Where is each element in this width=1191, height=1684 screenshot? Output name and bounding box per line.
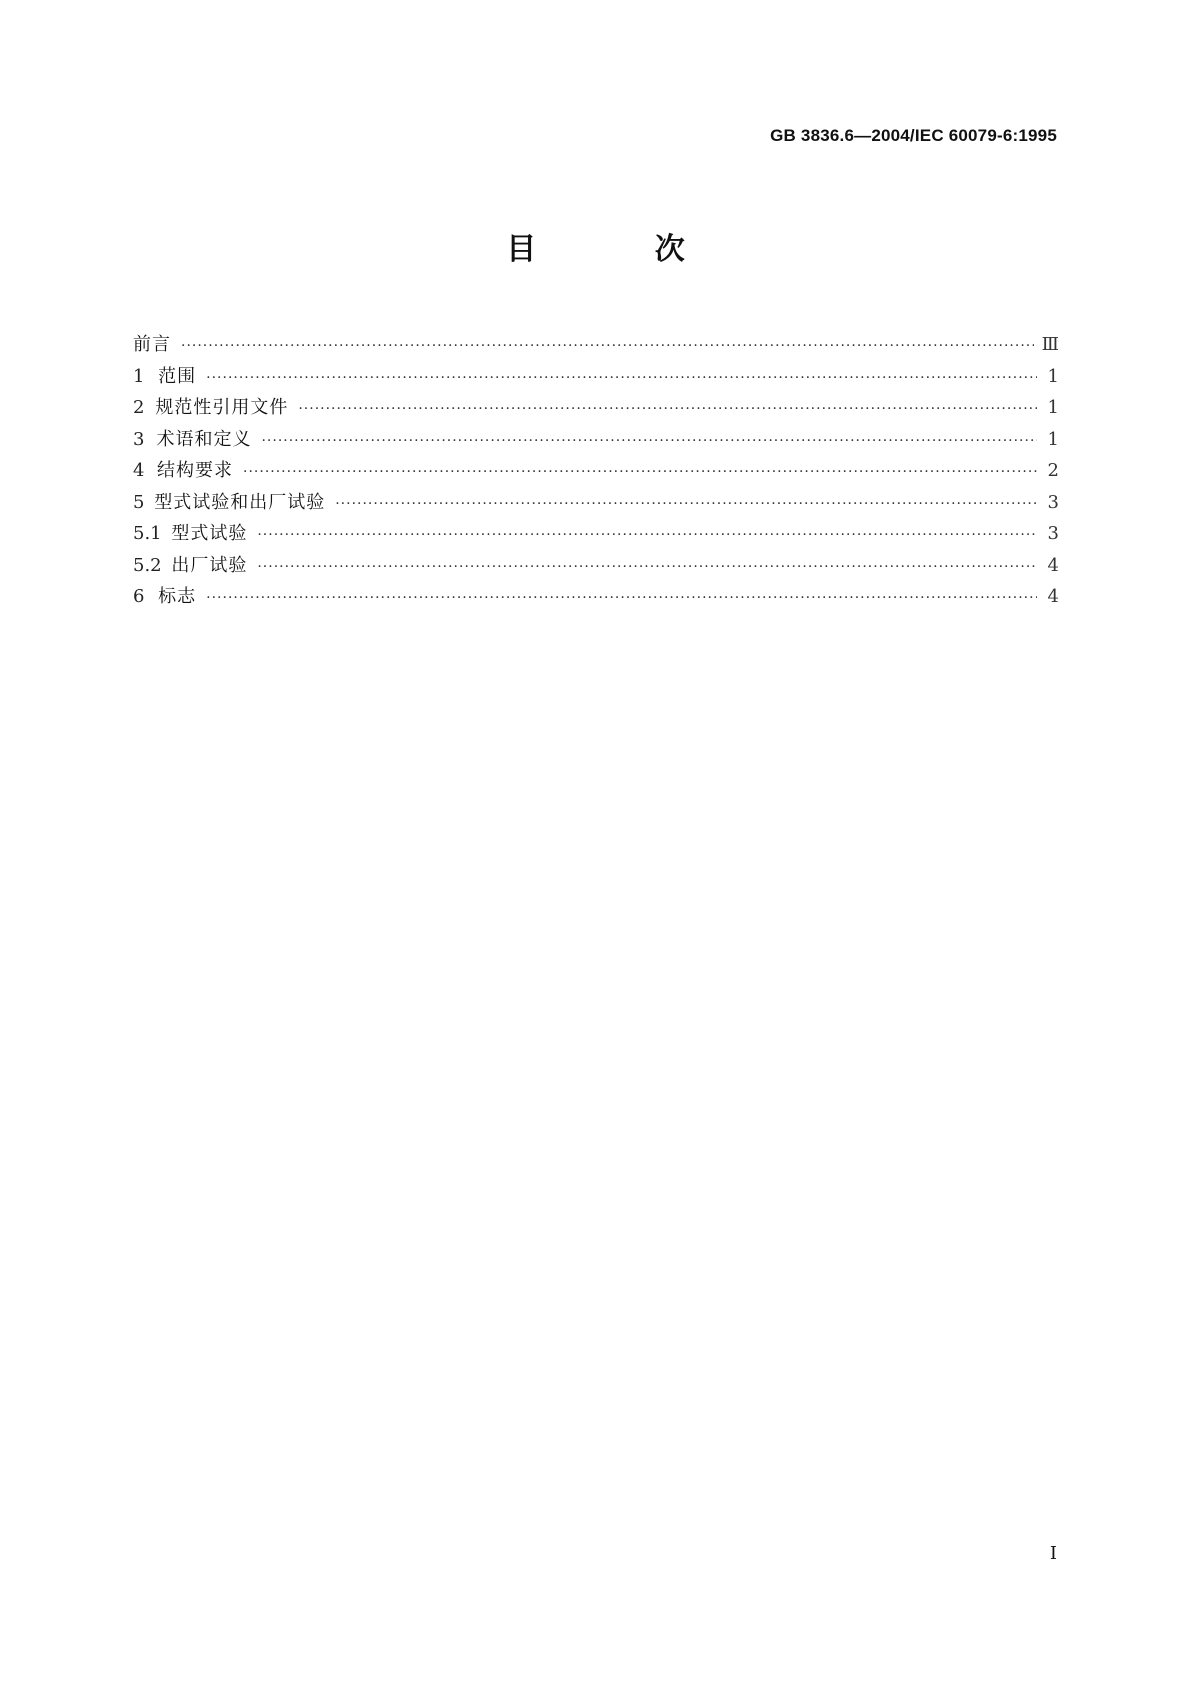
toc-entry-foreword[interactable] [133, 330, 1059, 362]
toc-entry-label: 型式试验 [171, 523, 248, 544]
toc-entry-terms-definitions[interactable] [133, 425, 1059, 457]
toc-entry-label: 范围 [158, 365, 197, 387]
toc-entry-number: 4 [133, 460, 145, 481]
toc-entry-label: 标志 [158, 586, 197, 607]
toc-leader-dots [298, 401, 1037, 417]
toc-leader-dots [261, 433, 1037, 449]
toc-entry-construction[interactable] [133, 456, 1059, 488]
toc-entry-label: 前言 [133, 334, 171, 355]
toc-leader-dots [335, 496, 1037, 512]
toc-entry-label: 结构要求 [157, 460, 234, 481]
toc-entry-page: 4 [1047, 586, 1059, 607]
toc-entry-page: 3 [1047, 523, 1059, 544]
toc-entry-tests[interactable] [133, 488, 1059, 520]
toc-entry-normative-references[interactable] [133, 393, 1059, 425]
toc-leader-dots [257, 559, 1037, 575]
page-title: 目 次 [506, 232, 739, 267]
toc-entry-page: Ⅲ [1041, 334, 1059, 355]
toc-entry-number: 6 [133, 586, 145, 607]
toc-entry-page: 3 [1047, 491, 1059, 513]
toc-entry-number: 2 [133, 397, 145, 418]
toc-entry-label: 术语和定义 [156, 428, 252, 450]
toc-entry-label: 出厂试验 [171, 554, 248, 576]
toc-leader-dots [206, 370, 1037, 386]
toc-entry-type-tests[interactable] [133, 519, 1059, 551]
toc-entry-scope[interactable] [133, 362, 1059, 394]
toc-entry-marking[interactable] [133, 582, 1059, 614]
toc-entry-label: 型式试验和出厂试验 [154, 491, 326, 513]
toc-entry-number: 5.2 [133, 554, 162, 576]
toc-entry-page: 1 [1047, 428, 1059, 450]
toc-entry-label: 规范性引用文件 [155, 397, 289, 418]
toc-leader-dots [243, 464, 1037, 480]
toc-entry-page: 2 [1047, 460, 1059, 481]
toc-entry-number: 5 [133, 491, 145, 513]
toc-entry-number: 3 [133, 428, 145, 450]
toc-entry-page: 1 [1047, 397, 1059, 418]
toc-entry-routine-tests[interactable] [133, 551, 1059, 583]
toc-leader-dots [257, 527, 1037, 543]
page-number: I [1049, 1543, 1057, 1564]
toc-entry-number: 5.1 [133, 523, 162, 544]
standard-number: GB 3836.6—2004/IEC 60079-6:1995 [770, 126, 1057, 145]
toc-entry-page: 4 [1047, 554, 1059, 576]
toc-leader-dots [181, 338, 1034, 354]
table-of-contents [133, 330, 1059, 614]
toc-leader-dots [206, 590, 1037, 606]
toc-entry-page: 1 [1047, 365, 1059, 387]
toc-entry-number: 1 [133, 365, 145, 387]
